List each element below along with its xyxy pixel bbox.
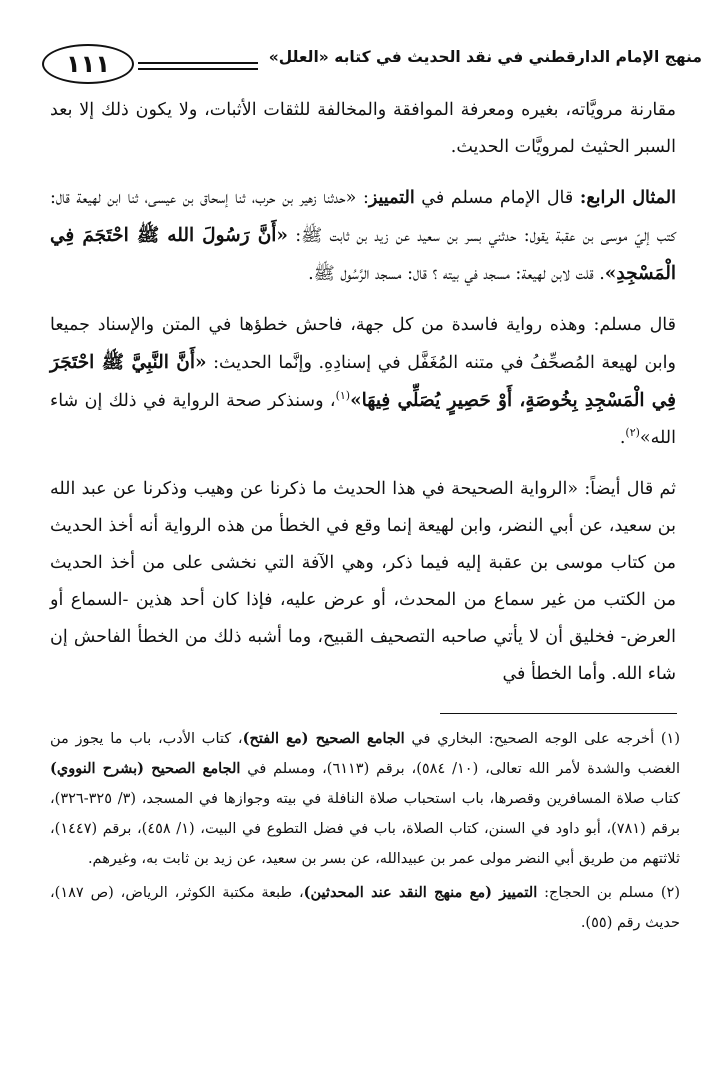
footnote-ref-2[interactable]: (٢) <box>625 426 640 440</box>
running-title: منهج الإمام الدارقطني في نقد الحديث في كتابه «العلل» <box>268 48 702 66</box>
page-number-oval <box>42 44 134 84</box>
text-span: ، وسنذكر صحة الرواية في ذلك إن شاء الله» <box>50 391 676 448</box>
page-header <box>42 38 702 88</box>
text-span: ، كتاب الأدب، باب ما يجوز من الغضب والشدة لأمر الله تعالى، (١٠/ ٥٨٤)، برقم (٦١١٣)، ومسلم في <box>50 731 680 777</box>
text-span: مسلم بن الحجاج: <box>537 885 661 901</box>
main-text <box>50 92 676 707</box>
footnote-1 <box>50 724 680 874</box>
text-span: . قلت لابن لهيعة: مسجد في بيته ؟ قال: مسجد الرَّسُول ﷺ. <box>308 264 605 284</box>
hadith-quote: «أَنَّ رَسُولَ الله ﷺ احْتَجَمَ فِي الْمَسْجِدِ» <box>50 225 676 284</box>
hadith-quote: «أَنَّ النَّبِيَّ ﷺ احْتَجَرَ فِي الْمَسْجِدِ بِخُوصَةٍ، أَوْ حَصِيرٍ يُصَلِّي فِيهَا» <box>50 352 676 411</box>
text-span: قال مسلم: وهذه رواية فاسدة من كل جهة، فاحش خطؤها في المتن والإسناد جميعا وابن لهيعة المُصحِّفُ في متنه المُغَفَّل في إسنادِهِ. وإنَّما الحديث: <box>50 315 676 373</box>
text-span: : «حدثنا زهير بن حرب، ثنا إسحاق بن عيسى، ثنا ابن لهيعة قال: كتب إليّ موسى بن عقبة يقول: حدثني بسر بن سعيد عن زيد بن ثابت ﷺ: <box>50 188 676 246</box>
footnote-2 <box>50 878 680 938</box>
text-span: . <box>619 428 626 448</box>
paragraph-further-comment: ثم قال أيضاً: «الرواية الصحيحة في هذا الحديث ما ذكرنا عن وهيب وذكرنا عن عبد الله بن سعيد، عن أبي النضر، وابن لهيعة إنما وقع في الخطأ من هذه الرواية أنه أخذ الحديث من كتاب موسى بن عقبة إليه فيما ذكر، وهي الآفة التي نخشى على من أخذ الحديث من الكتب من غير سماع من المحدث، أو عرض عليه، فإذا كان أحد هذين -السماع أو العرض- فخليق أن لا يأتي صاحبه التصحيف القبيح، وما أشبه ذلك من الخطأ الفاحش إن شاء الله. وأما الخطأ في <box>50 479 676 684</box>
text-span: أخرجه على الوجه الصحيح: البخاري في <box>404 731 661 747</box>
example-label: المثال الرابع: <box>579 188 676 208</box>
footnote-number: (٢) <box>660 885 680 901</box>
text-span: قال الإمام مسلم في <box>414 188 580 208</box>
paragraph-intro-continuation: مقارنة مرويَّاته، بغيره ومعرفة الموافقة والمخالفة للثقات الأثبات، ولا يكون ذلك إلا بعد السبر الحثيث لمرويَّات الحديث. <box>50 100 676 157</box>
paragraph-muslim-comment <box>50 307 676 457</box>
text-span: ، طبعة مكتبة الكوثر، الرياض، (ص ١٨٧)، حديث رقم (٥٥). <box>50 885 680 931</box>
paragraph-fourth-example <box>50 180 676 293</box>
footnote-ref-1[interactable]: (١) <box>335 389 351 403</box>
text-span: كتاب صلاة المسافرين وقصرها، باب استحباب صلاة النافلة في بيته وجوازها في المسجد، (٣/ ٣٢٥-٣٢٦)، برقم (٧٨١)، أبو داود في السنن، كتاب الصلاة، باب في فضل التطوع في البيت، (١/ ٤٥٨)، برقم (١٤٤٧)، ثلاثتهم من طريق أبي النضر مولى عمر بن عبيدالله، عن بسر بن سعيد، عن زيد بن ثابت به، وغيرهم. <box>50 791 680 867</box>
header-double-rule <box>138 62 258 70</box>
footnote-separator <box>440 713 677 714</box>
source-title: الجامع الصحيح (بشرح النووي) <box>50 760 241 777</box>
source-title: التمييز (مع منهج النقد عند المحدثين) <box>303 884 538 901</box>
page-number: ١١١ <box>66 50 110 78</box>
book-title-tamyiz: التمييز <box>368 188 415 208</box>
footnote-number: (١) <box>660 731 680 747</box>
footnotes <box>50 724 680 942</box>
source-title: الجامع الصحيح (مع الفتح) <box>242 730 405 747</box>
